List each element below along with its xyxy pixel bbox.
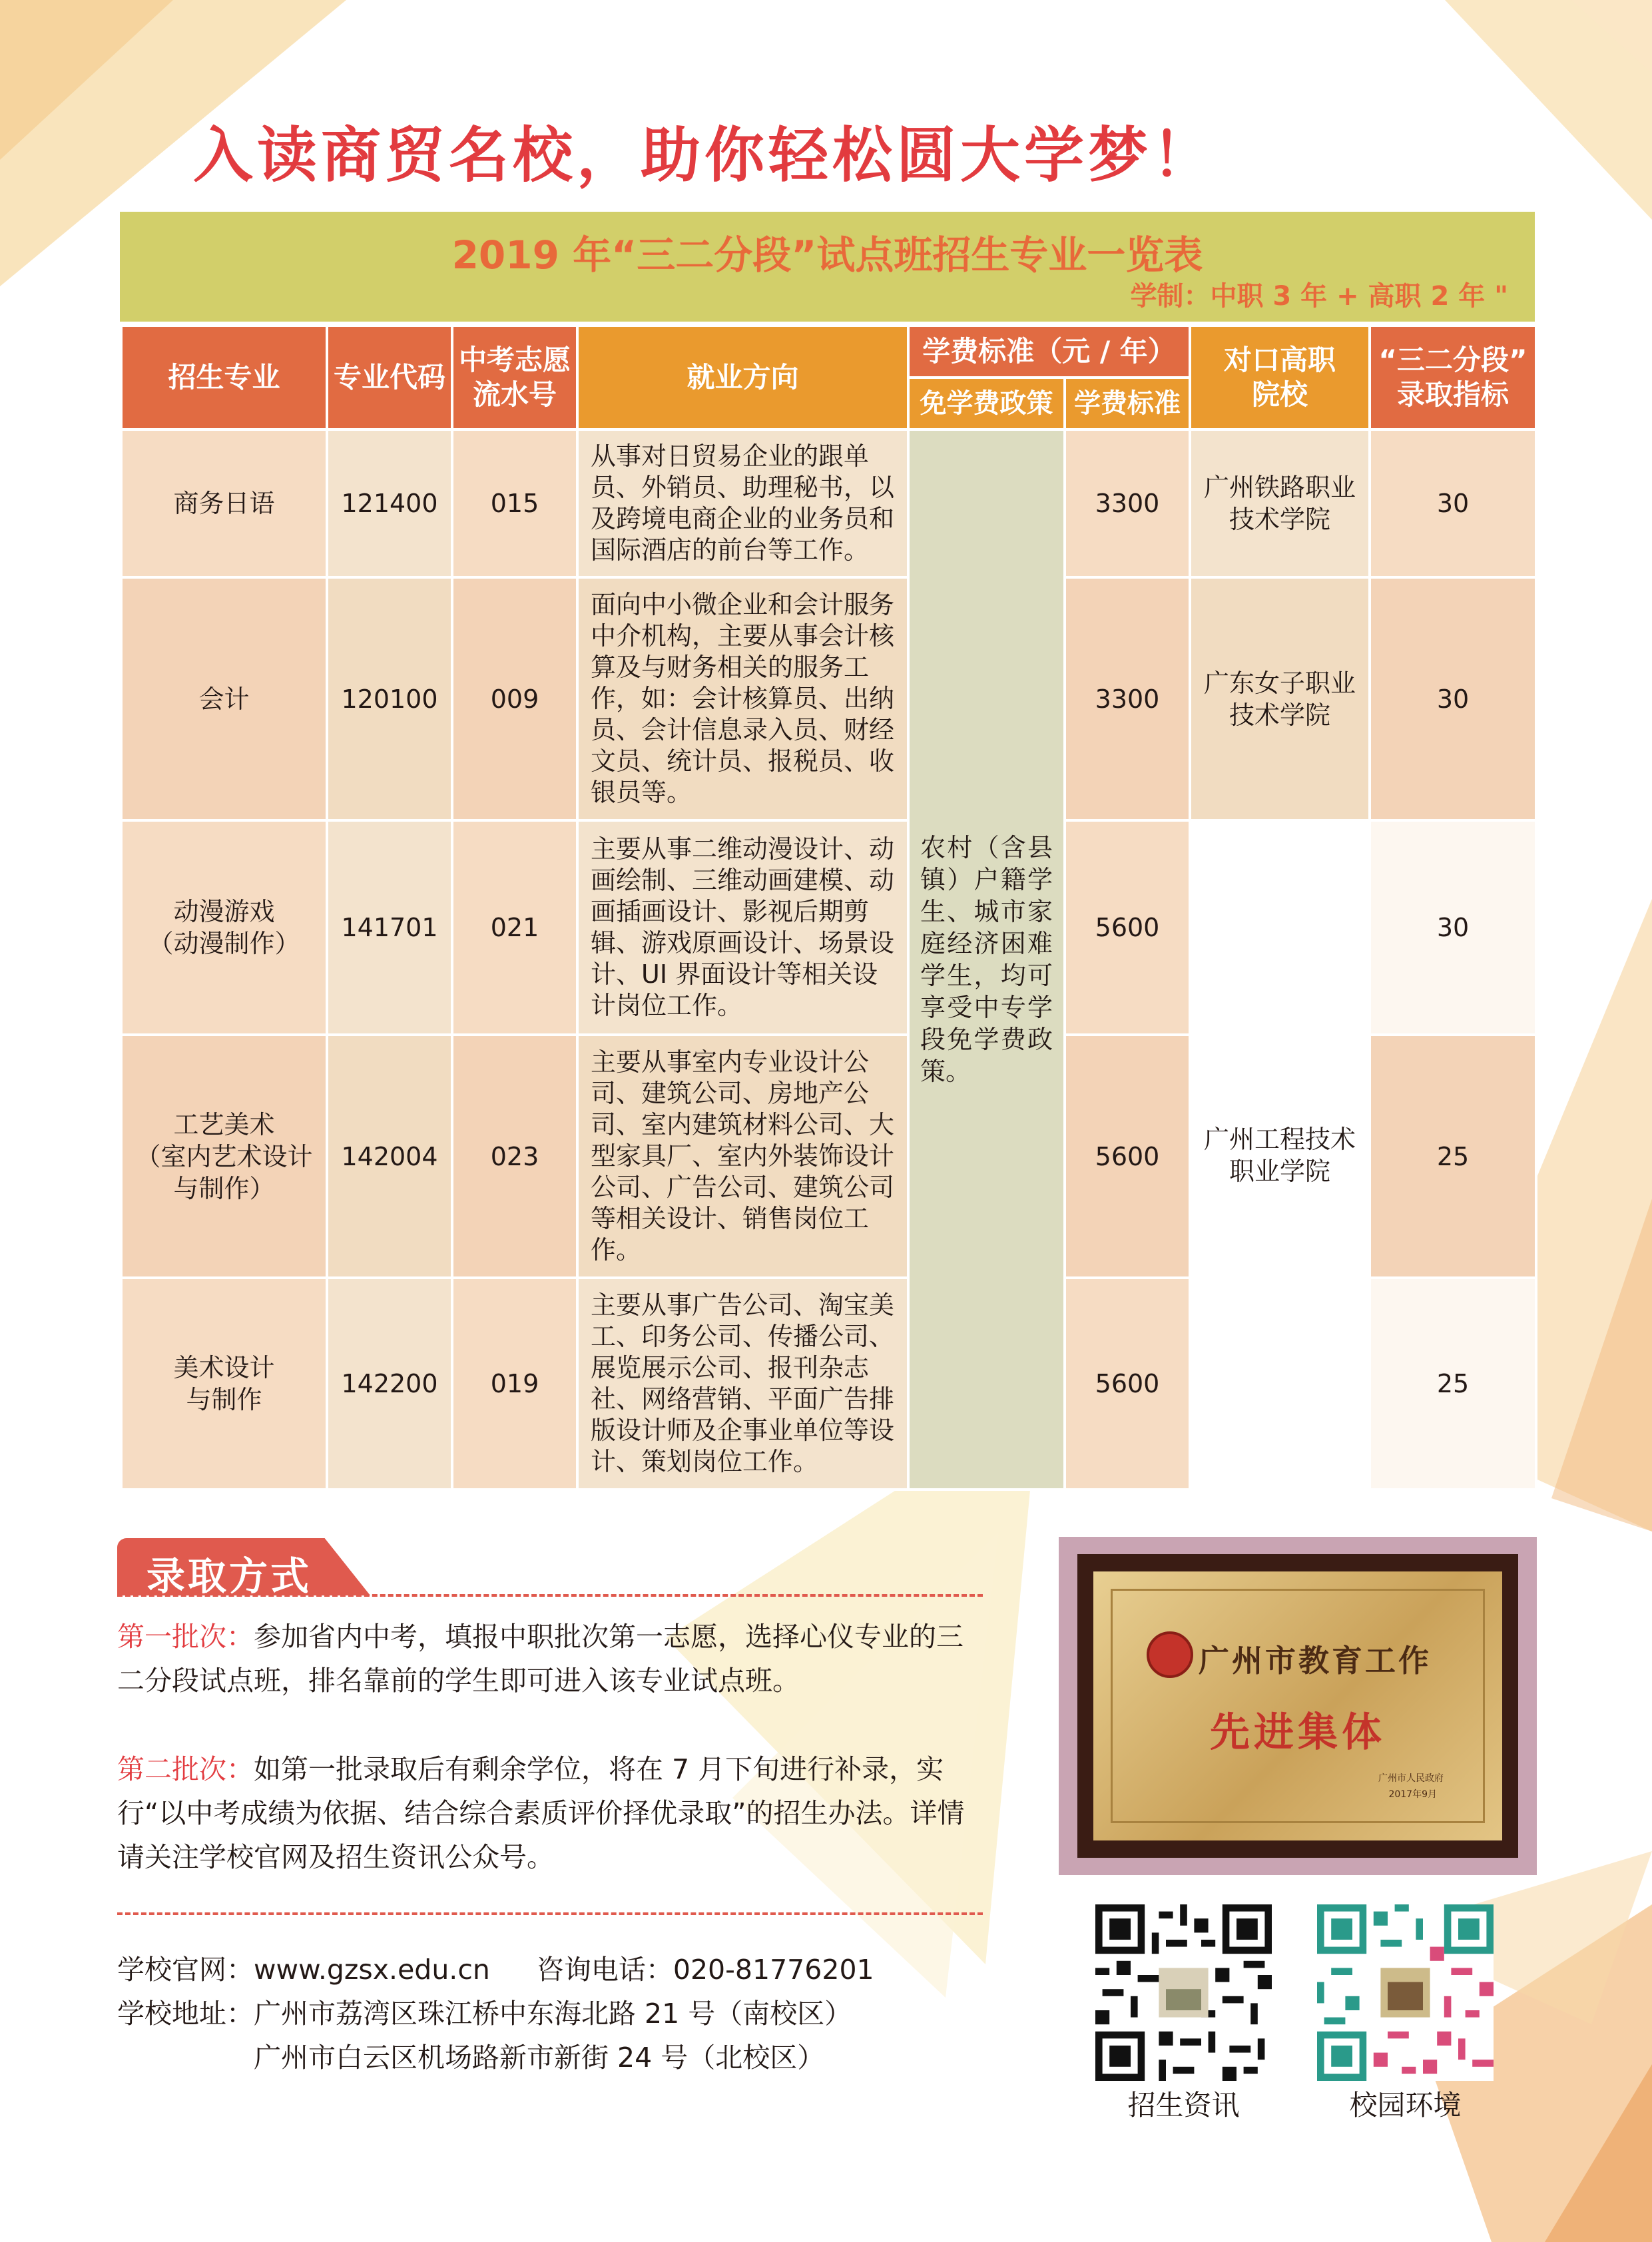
website-link[interactable]: www.gzsx.edu.cn bbox=[254, 1954, 490, 1986]
plaque-line2: 先进集体 bbox=[1210, 1709, 1386, 1756]
fee-cell: 5600 bbox=[1065, 1278, 1190, 1490]
qr-campus-caption: 校园环境 bbox=[1349, 2089, 1462, 2121]
batch2-paragraph bbox=[117, 1747, 983, 1879]
header-fee: 学费标准（元 / 年） bbox=[908, 326, 1190, 378]
table-title-band bbox=[120, 212, 1535, 324]
plaque-date: 2017年9月 bbox=[1388, 1789, 1437, 1800]
phone-label: 咨询电话： bbox=[536, 1954, 673, 1986]
fee-cell: 3300 bbox=[1065, 429, 1190, 577]
code-cell: 142200 bbox=[327, 1278, 452, 1490]
serial-cell: 023 bbox=[452, 1035, 577, 1278]
college-name-line2: 技术学院 bbox=[1229, 505, 1330, 534]
header-quota-line2: 录取指标 bbox=[1396, 378, 1509, 411]
quota-cell: 25 bbox=[1370, 1035, 1536, 1278]
majors-table bbox=[120, 212, 1535, 1491]
emblem-icon bbox=[1147, 1631, 1193, 1678]
batch2-label: 第二批次： bbox=[117, 1753, 254, 1785]
header-quota bbox=[1370, 326, 1536, 429]
major-name: 商务日语 bbox=[173, 489, 275, 518]
serial-cell: 021 bbox=[452, 820, 577, 1035]
quota-cell: 30 bbox=[1370, 820, 1536, 1035]
batch1-paragraph bbox=[117, 1615, 983, 1703]
contact-line-1 bbox=[117, 1948, 1049, 1992]
code-cell: 120100 bbox=[327, 577, 452, 820]
code-cell: 141701 bbox=[327, 820, 452, 1035]
batch1-text: 参加省内中考，填报中职批次第一志愿，选择心仪专业的三二分段试点班，排名靠前的学生即可进入该专业试点班。 bbox=[117, 1621, 964, 1697]
major-name-sub: （动漫制作） bbox=[148, 929, 300, 958]
header-college-line2: 院校 bbox=[1251, 378, 1308, 411]
major-name: 美术设计 bbox=[173, 1353, 275, 1382]
college-name-line1: 广州工程技术 bbox=[1203, 1124, 1356, 1154]
batch2-text: 如第一批录取后有剩余学位，将在 7 月下旬进行补录，实行“以中考成绩为依据、结合综合素质评价择优录取”的招生办法。详情请关注学校官网及招生资讯公众号。 bbox=[117, 1753, 965, 1873]
plaque-issuer: 广州市人民政府 bbox=[1378, 1773, 1444, 1784]
major-cell bbox=[121, 1278, 327, 1490]
header-free-policy: 免学费政策 bbox=[908, 378, 1065, 429]
major-name: 动漫游戏 bbox=[173, 897, 275, 926]
quota-cell: 30 bbox=[1370, 577, 1536, 820]
header-exam-serial bbox=[452, 326, 577, 429]
award-plaque-photo bbox=[1059, 1537, 1537, 1875]
code-cell: 142004 bbox=[327, 1035, 452, 1278]
college-name-line2: 技术学院 bbox=[1229, 700, 1330, 730]
code-cell: 121400 bbox=[327, 429, 452, 577]
career-cell: 主要从事室内专业设计公司、建筑公司、房地产公司、室内建筑材料公司、大型家具厂、室内外装饰设计公司、广告公司、建筑公司等相关设计、销售岗位工作。 bbox=[577, 1035, 908, 1278]
divider-top bbox=[117, 1594, 983, 1597]
header-fee-standard: 学费标准 bbox=[1065, 378, 1190, 429]
admission-title: 录取方式 bbox=[146, 1553, 312, 1599]
plaque-line1: 广州市教育工作 bbox=[1199, 1643, 1432, 1679]
quota-cell: 30 bbox=[1370, 429, 1536, 577]
career-cell: 主要从事广告公司、淘宝美工、印务公司、传播公司、展览展示公司、报刊杂志社、网络营销、平面广告排版设计师及企事业单位等设计、策划岗位工作。 bbox=[577, 1278, 908, 1490]
header-exam-line1: 中考志愿 bbox=[458, 344, 571, 376]
career-cell: 面向中小微企业和会计服务中介机构，主要从事会计核算及与财务相关的服务工作，如：会计核算员、出纳员、会计信息录入员、财经文员、统计员、报税员、收银员等。 bbox=[577, 577, 908, 820]
major-name: 工艺美术 bbox=[173, 1109, 275, 1139]
divider-bottom bbox=[117, 1912, 983, 1915]
major-name-sub: 与制作 bbox=[186, 1385, 262, 1414]
address-label: 学校地址： bbox=[117, 1998, 254, 2030]
header-code: 专业代码 bbox=[327, 326, 452, 429]
college-cell bbox=[1190, 820, 1370, 1490]
qr-code-icon bbox=[1095, 1904, 1272, 2081]
career-cell: 从事对日贸易企业的跟单员、外销员、助理秘书，以及跨境电商企业的业务员和国际酒店的前台等工作。 bbox=[577, 429, 908, 577]
serial-cell: 009 bbox=[452, 577, 577, 820]
major-name: 会计 bbox=[198, 684, 250, 714]
major-name-sub: （室内艺术设计 bbox=[135, 1141, 313, 1171]
qr-admission[interactable] bbox=[1095, 1904, 1272, 2123]
address-north: 广州市白云区机场路新市新街 24 号（北校区） bbox=[254, 2042, 825, 2074]
major-cell bbox=[121, 1035, 327, 1278]
major-name-sub2: 与制作） bbox=[173, 1173, 275, 1203]
table-subtitle: 学制：中职 3 年 + 高职 2 年 " bbox=[1130, 281, 1508, 312]
qr-code-icon bbox=[1317, 1904, 1494, 2081]
contact-block bbox=[117, 1948, 1049, 2080]
address-south: 广州市荔湾区珠江桥中东海北路 21 号（南校区） bbox=[254, 1998, 852, 2030]
batch1-label: 第一批次： bbox=[117, 1621, 254, 1653]
contact-line-3 bbox=[117, 2036, 1049, 2080]
table-row bbox=[121, 577, 1536, 820]
free-policy-cell: 农村（含县镇）户籍学生、城市家庭经济困难学生，均可享受中专学段免学费政策。 bbox=[908, 429, 1065, 1490]
headline: 入读商贸名校，助你轻松圆大学梦！ bbox=[193, 121, 1216, 190]
table-row bbox=[121, 820, 1536, 1035]
college-name-line1: 广州铁路职业 bbox=[1203, 473, 1356, 502]
quota-cell: 25 bbox=[1370, 1278, 1536, 1490]
college-cell bbox=[1190, 577, 1370, 820]
major-cell bbox=[121, 429, 327, 577]
fee-cell: 5600 bbox=[1065, 820, 1190, 1035]
college-cell bbox=[1190, 429, 1370, 577]
website-label: 学校官网： bbox=[117, 1954, 254, 1986]
major-cell bbox=[121, 820, 327, 1035]
majors-grid bbox=[120, 324, 1537, 1491]
serial-cell: 015 bbox=[452, 429, 577, 577]
career-cell: 主要从事二维动漫设计、动画绘制、三维动画建模、动画插画设计、影视后期剪辑、游戏原画设计、场景设计、UI 界面设计等相关设计岗位工作。 bbox=[577, 820, 908, 1035]
table-title: 2019 年“三二分段”试点班招生专业一览表 bbox=[451, 232, 1203, 278]
fee-cell: 5600 bbox=[1065, 1035, 1190, 1278]
college-name-line1: 广东女子职业 bbox=[1203, 668, 1356, 698]
header-exam-line2: 流水号 bbox=[472, 378, 557, 411]
qr-admission-caption: 招生资讯 bbox=[1127, 2089, 1240, 2121]
major-cell bbox=[121, 577, 327, 820]
college-name-line2: 职业学院 bbox=[1229, 1156, 1330, 1186]
qr-campus[interactable] bbox=[1317, 1904, 1494, 2123]
table-row bbox=[121, 429, 1536, 577]
header-quota-line1: “三二分段” bbox=[1378, 344, 1527, 376]
contact-line-2 bbox=[117, 1992, 1049, 2036]
header-major: 招生专业 bbox=[121, 326, 327, 429]
phone-number: 020-81776201 bbox=[673, 1954, 874, 1986]
fee-cell: 3300 bbox=[1065, 577, 1190, 820]
header-career: 就业方向 bbox=[577, 326, 908, 429]
header-college bbox=[1190, 326, 1370, 429]
serial-cell: 019 bbox=[452, 1278, 577, 1490]
admission-tab bbox=[117, 1538, 370, 1599]
header-college-line1: 对口高职 bbox=[1223, 344, 1336, 376]
